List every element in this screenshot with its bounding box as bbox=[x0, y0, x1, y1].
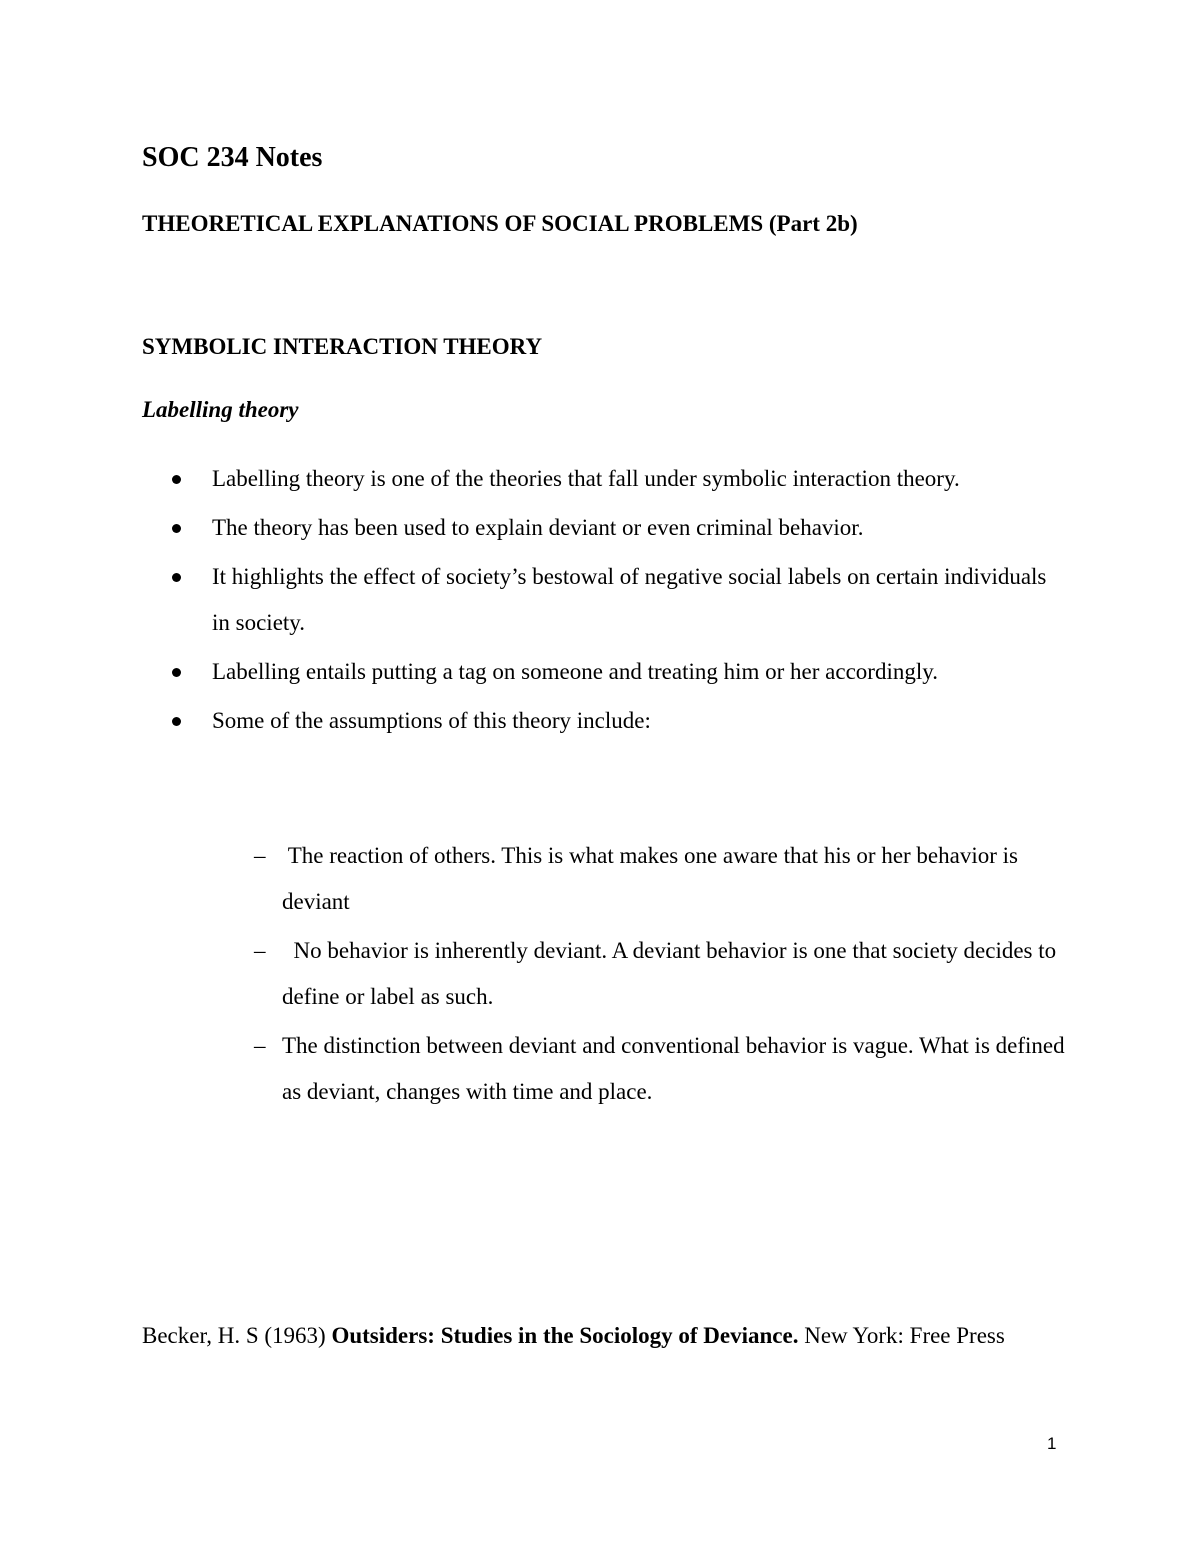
reference-prefix: Becker, H. S (1963) bbox=[142, 1323, 332, 1348]
assumption-item bbox=[212, 833, 1072, 925]
bullet-icon bbox=[172, 573, 181, 582]
document-subtitle: THEORETICAL EXPLANATIONS OF SOCIAL PROBLEMS (Part 2b) bbox=[142, 211, 858, 236]
section-heading: SYMBOLIC INTERACTION THEORY bbox=[142, 334, 543, 359]
assumption-text: The reaction of others. This is what makes one aware that his or her behavior is deviant bbox=[282, 843, 1024, 914]
bullet-item bbox=[172, 649, 1052, 695]
assumption-item bbox=[212, 928, 1072, 1020]
bullet-list bbox=[172, 456, 1052, 747]
assumption-text: The distinction between deviant and conventional behavior is vague. What is defined as deviant, changes with time and place. bbox=[282, 1033, 1071, 1104]
assumption-text: No behavior is inherently deviant. A deviant behavior is one that society decides to define or label as such. bbox=[282, 938, 1062, 1009]
reference-suffix: New York: Free Press bbox=[798, 1323, 1005, 1348]
sub-heading: Labelling theory bbox=[142, 397, 299, 422]
dash-icon: – bbox=[254, 843, 266, 868]
reference bbox=[142, 1313, 1072, 1359]
dash-icon: – bbox=[254, 1033, 266, 1058]
bullet-icon bbox=[172, 668, 181, 677]
bullet-item bbox=[172, 698, 1052, 744]
bullet-text: Labelling theory is one of the theories that fall under symbolic interaction theory. bbox=[212, 466, 960, 491]
bullet-icon bbox=[172, 717, 181, 726]
bullet-text: Some of the assumptions of this theory include: bbox=[212, 708, 651, 733]
document-title: SOC 234 Notes bbox=[142, 142, 323, 173]
assumption-item bbox=[212, 1023, 1072, 1115]
bullet-icon bbox=[172, 524, 181, 533]
reference-book-title: Outsiders: Studies in the Sociology of Deviance. bbox=[331, 1323, 799, 1348]
bullet-item bbox=[172, 554, 1052, 646]
assumption-list bbox=[212, 833, 1072, 1118]
bullet-item bbox=[172, 456, 1052, 502]
bullet-text: Labelling entails putting a tag on someone and treating him or her accordingly. bbox=[212, 659, 938, 684]
bullet-text: It highlights the effect of society’s bestowal of negative social labels on certain individuals in society. bbox=[212, 564, 1047, 635]
bullet-item bbox=[172, 505, 1052, 551]
page-number: 1 bbox=[1047, 1434, 1057, 1453]
bullet-text: The theory has been used to explain deviant or even criminal behavior. bbox=[212, 515, 864, 540]
bullet-icon bbox=[172, 475, 181, 484]
dash-icon: – bbox=[254, 938, 266, 963]
